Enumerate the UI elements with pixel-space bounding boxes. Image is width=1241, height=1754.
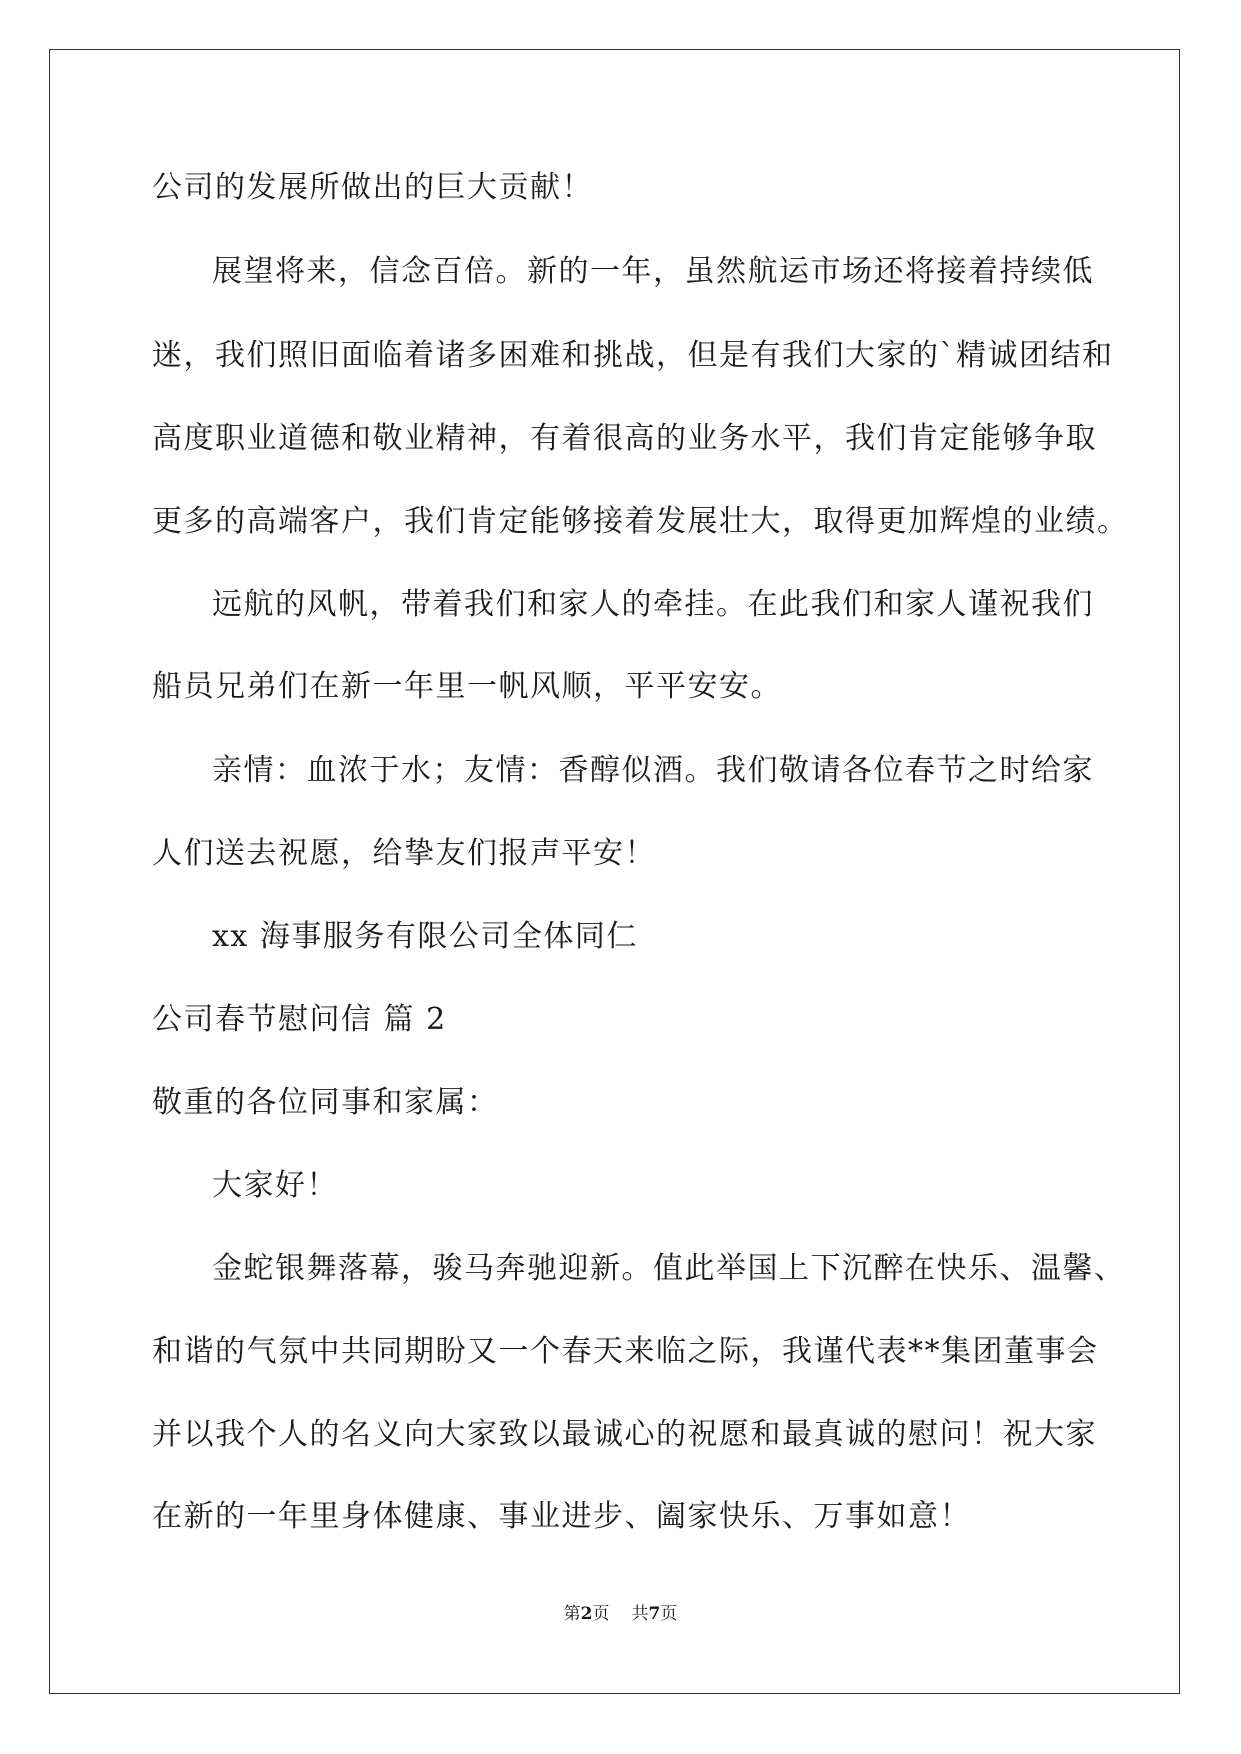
total-prefix: 共 <box>631 1604 649 1624</box>
text-line: 并以我个人的名义向大家致以最诚心的祝愿和最真诚的慰问！祝大家 <box>152 1417 1097 1452</box>
page-suffix: 页 <box>592 1604 610 1624</box>
text-line: 和谐的气氛中共同期盼又一个春天来临之际，我谨代表**集团董事会 <box>152 1334 1099 1369</box>
greeting: 大家好！ <box>212 1168 338 1203</box>
page-footer <box>0 1602 1241 1626</box>
total-suffix: 页 <box>660 1604 678 1624</box>
signature-line: xx 海事服务有限公司全体同仁 <box>212 919 638 954</box>
text-line: 船员兄弟们在新一年里一帆风顺，平平安安。 <box>152 669 782 704</box>
salutation: 敬重的各位同事和家属： <box>152 1085 499 1120</box>
text-line: 金蛇银舞落幕，骏马奔驰迎新。值此举国上下沉醉在快乐、温馨、 <box>212 1251 1126 1286</box>
text-line: 更多的高端客户，我们肯定能够接着发展壮大，取得更加辉煌的业绩。 <box>152 504 1129 539</box>
text-line: 亲情：血浓于水；友情：香醇似酒。我们敬请各位春节之时给家 <box>212 753 1094 788</box>
page-current: 2 <box>580 1604 593 1624</box>
text-line: 高度职业道德和敬业精神，有着很高的业务水平，我们肯定能够争取 <box>152 421 1097 456</box>
section-heading: 公司春节慰问信 篇 2 <box>152 1002 447 1037</box>
text-line: 展望将来，信念百倍。新的一年，虽然航运市场还将接着持续低 <box>212 254 1094 289</box>
text-line: 迷，我们照旧面临着诸多困难和挑战，但是有我们大家的`精诚团结和 <box>152 338 1114 373</box>
text-line: 公司的发展所做出的巨大贡献！ <box>152 170 593 205</box>
text-line: 远航的风帆，带着我们和家人的牵挂。在此我们和家人谨祝我们 <box>212 587 1094 622</box>
text-line: 人们送去祝愿，给挚友们报声平安！ <box>152 836 656 871</box>
text-line: 在新的一年里身体健康、事业进步、阖家快乐、万事如意！ <box>152 1499 971 1534</box>
page-prefix: 第 <box>563 1604 581 1624</box>
page-total: 7 <box>648 1604 661 1624</box>
